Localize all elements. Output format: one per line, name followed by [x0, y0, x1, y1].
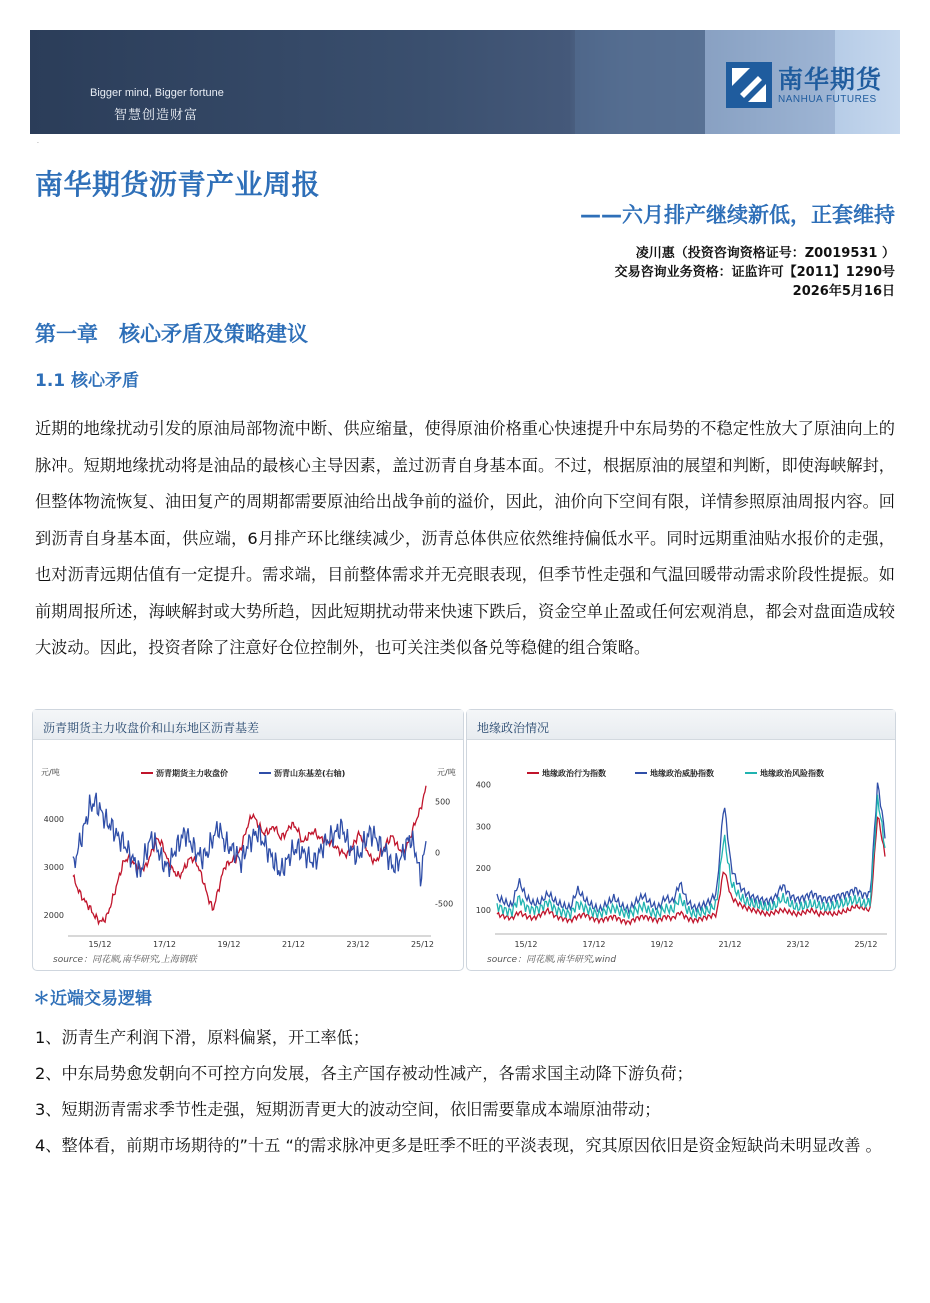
chart-source: source：同花顺,南华研究,上海钢联 [53, 955, 197, 965]
logic-item: 1、沥青生产利润下滑，原料偏紧，开工率低； [35, 1028, 370, 1047]
legend-label: 沥青期货主力收盘价 [156, 769, 228, 778]
chart-title: 沥青期货主力收盘价和山东地区沥青基差 [33, 710, 463, 740]
marker-dot: · [37, 140, 39, 147]
y-tick-label: 300 [475, 822, 491, 832]
x-tick-label: 17/12 [152, 940, 177, 949]
y-tick-label-left: 4000 [43, 814, 64, 824]
x-tick-label: 25/12 [410, 940, 435, 949]
series-line [497, 783, 885, 913]
series-line [73, 793, 426, 887]
x-tick-label: 19/12 [650, 940, 674, 949]
chart-panel-price-basis [32, 709, 464, 971]
y-tick-label: 200 [475, 864, 491, 874]
y-tick-label: 400 [475, 780, 491, 790]
chart-title: 地缘政治情况 [467, 710, 895, 740]
author-line: 凌川惠（投资咨询资格证号：Z0019531 ） [635, 246, 895, 261]
y-tick-label-right: 0 [435, 848, 441, 858]
tagline-en: Bigger mind, Bigger fortune [90, 87, 224, 99]
x-tick-label: 23/12 [786, 940, 810, 949]
legend-label: 地缘政治风险指数 [760, 769, 824, 778]
logo-text-cn: 南华期货 [778, 65, 883, 94]
tagline-cn: 智慧创造财富 [114, 108, 199, 123]
price-basis-chart [33, 741, 465, 949]
logic-item: 2、中东局势愈发朝向不可控方向发展，各主产国存被动性减产，各需求国主动降下游负荷； [35, 1064, 693, 1083]
geopolitics-chart [467, 741, 897, 949]
y-axis-unit-left: 元/吨 [41, 768, 60, 777]
nanhua-logo-icon [726, 62, 772, 108]
logic-item: 3、短期沥青需求季节性走强，短期沥青更大的波动空间，依旧需要靠成本端原油带动； [35, 1100, 661, 1119]
x-tick-label: 25/12 [854, 940, 878, 949]
y-tick-label-left: 3000 [43, 862, 64, 872]
legend-label: 地缘政治行为指数 [542, 769, 606, 778]
report-subtitle: ——六月排产继续新低，正套维持 [580, 203, 895, 227]
logic-item: 4、整体看，前期市场期待的”十五 “的需求脉冲更多是旺季不旺的平淡表现，究其原因依旧是资金短缺尚未明显改善 。 [35, 1136, 882, 1155]
series-line [73, 786, 426, 924]
logic-list [35, 1020, 895, 1164]
x-tick-label: 23/12 [346, 940, 370, 949]
x-tick-label: 15/12 [88, 940, 112, 949]
x-tick-label: 21/12 [281, 940, 306, 949]
report-title: 南华期货沥青产业周报 [35, 168, 321, 201]
section-heading: 1.1 核心矛盾 [35, 371, 140, 391]
core-paragraph: 近期的地缘扰动引发的原油局部物流中断、供应缩量，使得原油价格重心快速提升中东局势的不稳定性放大了原油向上的脉冲。短期地缘扰动将是油品的最核心主导因素，盖过沥青自身基本面。不过，根据原油的展望和判断，即使海峡解封，但整体物流恢复、油田复产的周期都需要原油给出战争前的溢价，因此，油价向下空间有限，详情参照原油周报内容。回到沥青自身基本面，供应端，6月排产环比继续减少，沥青总体供应依然维持偏低水平。同时远期重油贴水报价的走强，也对沥青远期估值有一定提升。需求端，目前整体需求并无亮眼表现，但季节性走强和气温回暖带动需求阶段性提振。如前期周报所述，海峡解封或大势所趋，因此短期扰动带来快速下跌后，资金空单止盈或任何宏观消息，都会对盘面造成较大波动。因此，投资者除了注意好仓位控制外，也可关注类似备兑等稳健的组合策略。 [35, 419, 895, 657]
legend-label: 沥青山东基差(右轴) [274, 769, 346, 778]
logo-text-en: NANHUA FUTURES [778, 94, 877, 105]
header-banner [30, 30, 900, 134]
y-tick-label: 100 [475, 906, 491, 916]
chapter-heading: 第一章 核心矛盾及策略建议 [35, 322, 308, 346]
y-axis-unit-right: 元/吨 [437, 768, 456, 777]
company-logo [720, 54, 895, 114]
report-date: 2026年5月16日 [792, 284, 895, 299]
legend-label: 地缘政治威胁指数 [650, 769, 714, 778]
y-tick-label-right: 500 [435, 797, 451, 807]
y-tick-label-left: 2000 [43, 910, 64, 920]
x-tick-label: 21/12 [718, 940, 742, 949]
x-tick-label: 15/12 [514, 940, 538, 949]
x-tick-label: 19/12 [217, 940, 241, 949]
banner-stripe [575, 30, 705, 134]
chart-panel-geopolitics [466, 709, 896, 971]
chart-source: source：同花顺,南华研究,wind [487, 955, 617, 965]
y-tick-label-right: -500 [435, 899, 454, 909]
logic-heading: ＊近端交易逻辑 [33, 989, 152, 1009]
license-line: 交易咨询业务资格：证监许可【2011】1290号 [614, 265, 895, 280]
x-tick-label: 17/12 [582, 940, 606, 949]
